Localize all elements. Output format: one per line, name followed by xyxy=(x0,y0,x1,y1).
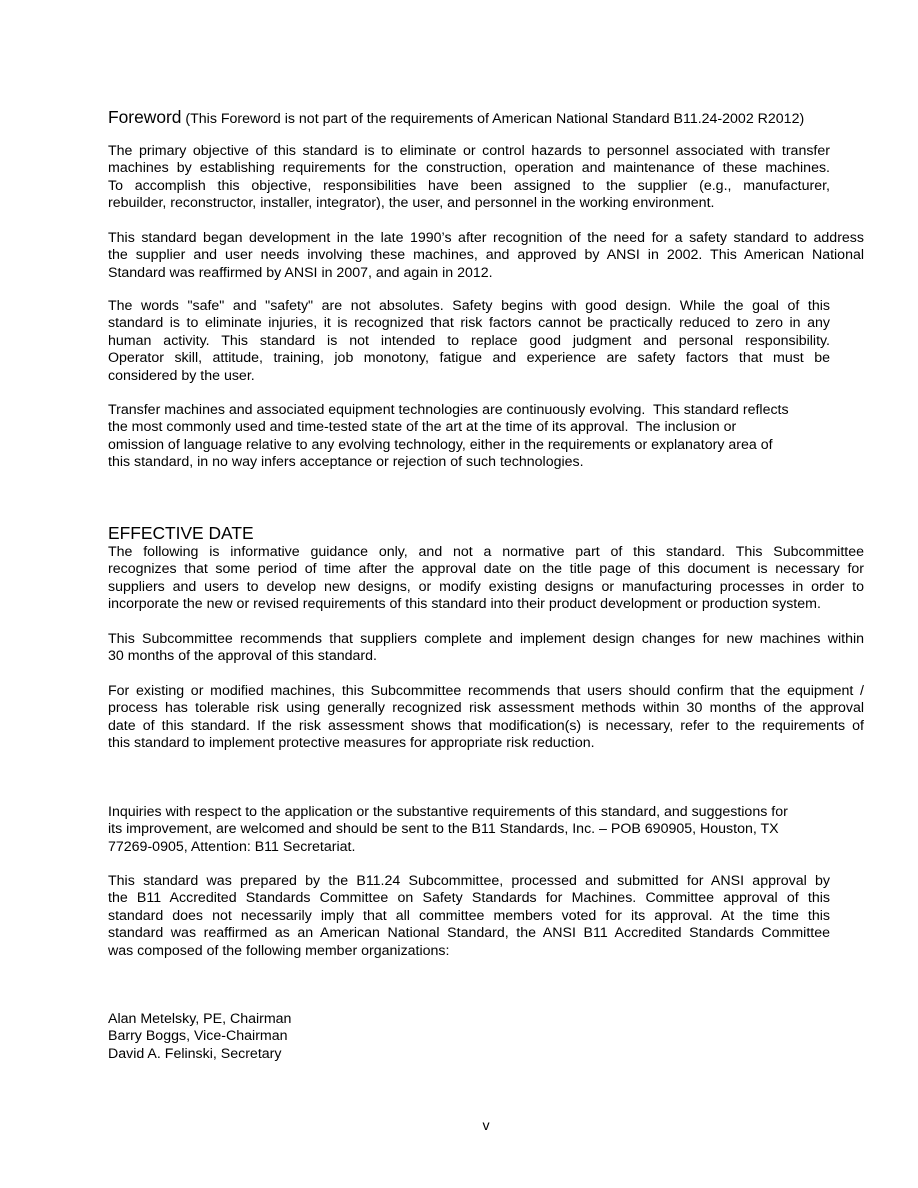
page-number: v xyxy=(482,1118,490,1134)
foreword-title: Foreword xyxy=(108,107,182,127)
effective-paragraph-3-line-4: this standard to implement protective measures for appropriate risk reduction. xyxy=(108,735,595,752)
foreword-paragraph-2-line-1: This standard began development in the late 1990’s after recognition of the need for a safety standard to address xyxy=(108,230,864,246)
prepared-line-3: standard does not necessarily imply that all committee members voted for its approval. At the time this xyxy=(108,907,830,924)
effective-paragraph-1-line-3: suppliers and users to develop new designs, or modify existing designs or manufacturing processes in order to xyxy=(108,578,864,595)
foreword-paragraph-3-line-4: Operator skill, attitude, training, job monotony, fatigue and experience are safety factors that must be xyxy=(108,350,830,367)
prepared-line-1: This standard was prepared by the B11.24 Subcommittee, processed and submitted for ANSI approval by xyxy=(108,873,830,889)
foreword-paragraph-4-line-3: omission of language relative to any evolving technology, either in the requirements or explanatory area of xyxy=(108,436,773,453)
effective-paragraph-1-line-1: The following is informative guidance only, and not a normative part of this standard. This Subcommittee xyxy=(108,544,864,560)
foreword-paragraph-3-line-2: standard is to eliminate injuries, it is recognized that risk factors cannot be practically reduced to zero in any xyxy=(108,315,830,332)
foreword-paragraph-4-line-1: Transfer machines and associated equipment technologies are continuously evolving. This standard reflects xyxy=(108,402,789,418)
effective-paragraph-2-line-2: 30 months of the approval of this standard. xyxy=(108,648,377,665)
effective-paragraph-1-line-4: incorporate the new or revised requirements of this standard into their product development or production system. xyxy=(108,596,821,613)
inquiries-line-2: its improvement, are welcomed and should be sent to the B11 Standards, Inc. – POB 690905, Houston, TX xyxy=(108,821,779,838)
foreword-paragraph-3-line-5: considered by the user. xyxy=(108,367,255,384)
effective-date-heading: EFFECTIVE DATE xyxy=(108,523,254,543)
foreword-paragraph-1-line-3: To accomplish this objective, responsibilities have been assigned to the supplier (e.g., manufacturer, xyxy=(108,177,830,194)
foreword-paragraph-1-line-1: The primary objective of this standard is to eliminate or control hazards to personnel associated with transfer xyxy=(108,143,830,159)
prepared-line-2: the B11 Accredited Standards Committee on Safety Standards for Machines. Committee approval of this xyxy=(108,890,830,907)
foreword-note: (This Foreword is not part of the requirements of American National Standard B11.24-2002 R2012) xyxy=(181,111,805,127)
officer-secretary: David A. Felinski, Secretary xyxy=(108,1045,282,1062)
foreword-paragraph-4-line-4: this standard, in no way infers acceptance or rejection of such technologies. xyxy=(108,454,584,471)
effective-paragraph-3-line-3: date of this standard. If the risk assessment shows that modification(s) is necessary, refer to the requirements of xyxy=(108,717,864,734)
inquiries-line-1: Inquiries with respect to the application or the substantive requirements of this standard, and suggestions for xyxy=(108,804,788,820)
inquiries-line-3: 77269-0905, Attention: B11 Secretariat. xyxy=(108,838,356,855)
effective-paragraph-3-line-1: For existing or modified machines, this Subcommittee recommends that users should confirm that the equipment / xyxy=(108,683,864,699)
prepared-line-4: standard was reaffirmed as an American National Standard, the ANSI B11 Accredited Standards Committee xyxy=(108,925,830,942)
effective-paragraph-3-line-2: process has tolerable risk using generally recognized risk assessment methods within 30 months of the approval xyxy=(108,700,864,717)
effective-paragraph-2-line-1: This Subcommittee recommends that suppliers complete and implement design changes for new machines within xyxy=(108,631,864,647)
foreword-paragraph-3-line-3: human activity. This standard is not intended to replace good judgment and personal responsibility. xyxy=(108,332,830,349)
foreword-paragraph-2-line-3: Standard was reaffirmed by ANSI in 2007, and again in 2012. xyxy=(108,264,493,281)
foreword-paragraph-1-line-4: rebuilder, reconstructor, installer, integrator), the user, and personnel in the working environment. xyxy=(108,195,715,212)
prepared-line-5: was composed of the following member organizations: xyxy=(108,942,450,959)
foreword-paragraph-3-line-1: The words "safe" and "safety" are not absolutes. Safety begins with good design. While the goal of this xyxy=(108,298,830,314)
foreword-heading xyxy=(108,107,804,129)
effective-paragraph-1-line-2: recognizes that some period of time after the approval date on the title page of this document is necessary for xyxy=(108,561,864,578)
foreword-paragraph-1-line-2: machines by establishing requirements for the construction, operation and maintenance of these machines. xyxy=(108,160,830,177)
officer-vice-chairman: Barry Boggs, Vice-Chairman xyxy=(108,1028,288,1045)
foreword-paragraph-4-line-2: the most commonly used and time-tested state of the art at the time of its approval. The inclusion or xyxy=(108,419,737,436)
foreword-paragraph-2-line-2: the supplier and user needs involving these machines, and approved by ANSI in 2002. This American National xyxy=(108,247,864,264)
officer-chairman: Alan Metelsky, PE, Chairman xyxy=(108,1011,292,1027)
